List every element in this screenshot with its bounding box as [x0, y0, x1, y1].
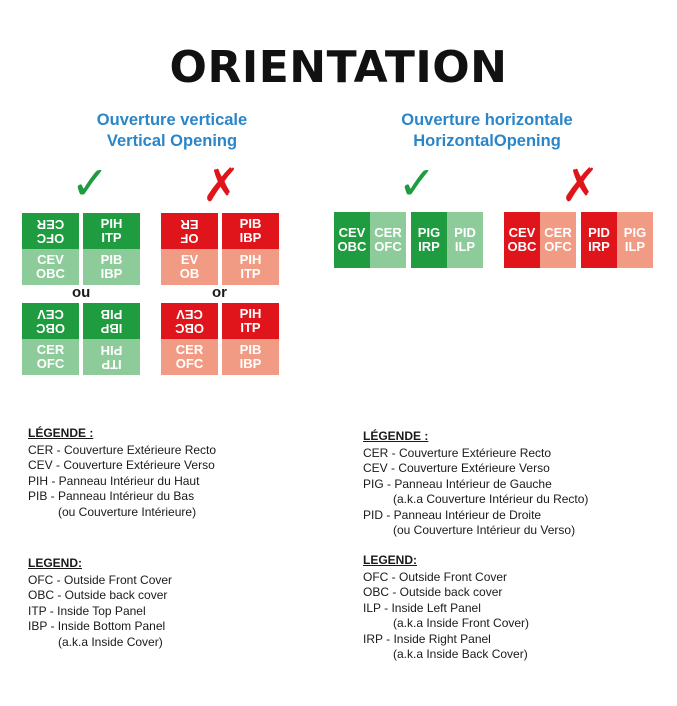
- horizontal-heading-fr: Ouverture horizontale: [401, 111, 573, 129]
- legend-line: OFC - Outside Front Cover: [363, 569, 508, 584]
- h-ok-panel-4: [447, 212, 483, 268]
- v-ok-b-bottom-left-panel: [22, 339, 79, 375]
- panel-code: CER: [175, 342, 204, 357]
- panel-code: PIH: [100, 216, 123, 231]
- legend-line: CER - Couverture Extérieure Recto: [28, 442, 217, 457]
- panel-code: ILP: [624, 239, 646, 254]
- legend-heading: LEGEND:: [363, 553, 417, 567]
- panel-code: CER: [374, 225, 402, 240]
- panel-code: PIG: [623, 225, 647, 240]
- h-no-panel-3: [581, 212, 617, 268]
- panel-code: CEV: [338, 225, 366, 240]
- panel-code: OBC: [175, 321, 204, 336]
- legend-line: (a.k.a Couverture Intérieur du Recto): [393, 492, 589, 506]
- panel-code: CER: [36, 342, 65, 357]
- h-no-panel-2: [540, 212, 576, 268]
- panel-code: ITP: [240, 320, 261, 335]
- legend-right-fr: [363, 429, 588, 539]
- v-no-b-top-right-panel: [222, 303, 279, 339]
- panel-code: ITP: [240, 266, 261, 281]
- panel-code: OFC: [36, 231, 65, 246]
- h-no-panel-4: [617, 212, 653, 268]
- legend-line: (a.k.a Inside Cover): [58, 634, 163, 649]
- v-no-a-top-left-panel: [161, 213, 218, 249]
- panel-code: CEV: [508, 225, 536, 240]
- vertical-heading-fr: Ouverture verticale: [96, 111, 248, 129]
- panel-code: PIH: [239, 306, 262, 321]
- panel-code: OBC: [507, 239, 537, 254]
- panel-code: CER: [544, 225, 572, 240]
- panel-code: PID: [454, 225, 476, 240]
- legend-line: OBC - Outside back cover: [363, 585, 503, 599]
- v-ok-a-top-right-panel: [83, 213, 140, 249]
- v-no-a-top-right-panel: [222, 213, 279, 249]
- h-ok-panel-3: [411, 212, 447, 268]
- panel-code: ITP: [101, 357, 122, 372]
- legend-line: IRP - Inside Right Panel: [363, 631, 491, 646]
- legend-line: (ou Couverture Intérieur du Verso): [393, 523, 576, 537]
- panel-code: OFC: [374, 239, 402, 254]
- panel-code: IBP: [100, 266, 123, 281]
- legend-line: PIH - Panneau Intérieur du Haut: [28, 473, 200, 488]
- v-no-a-bottom-left-panel: [161, 249, 218, 285]
- panel-code: PIG: [417, 225, 441, 240]
- legend-line: (a.k.a Inside Back Cover): [393, 647, 528, 661]
- legend-heading: LÉGENDE :: [28, 426, 94, 440]
- panel-code: IBP: [100, 321, 123, 336]
- panel-code: OFC: [36, 356, 65, 371]
- h-ok-panel-2: [370, 212, 406, 268]
- panel-code: IRP: [588, 239, 610, 254]
- panel-code: OFC: [175, 356, 204, 371]
- v-ok-a-top-left-panel: [22, 213, 79, 249]
- panel-code: OB: [179, 266, 200, 281]
- panel-code: CEV: [176, 307, 203, 322]
- legend-line: PIG - Panneau Intérieur de Gauche: [363, 476, 552, 491]
- separator-ou: ou: [72, 284, 91, 301]
- panel-code: IBP: [239, 230, 262, 245]
- horizontal-opening-heading: [367, 110, 607, 152]
- legend-left-en: [28, 556, 172, 650]
- vertical-correct-check-icon: ✓: [70, 156, 110, 210]
- v-ok-a-bottom-left-panel: [22, 249, 79, 285]
- panel-code: PID: [588, 225, 610, 240]
- horizontal-heading-en: HorizontalOpening: [413, 132, 561, 150]
- panel-code: PIB: [100, 252, 123, 267]
- separator-or: or: [212, 284, 227, 301]
- v-no-a-bottom-right-panel: [222, 249, 279, 285]
- legend-line: OBC - Outside back cover: [28, 588, 168, 602]
- legend-line: (ou Couverture Intérieure): [58, 504, 197, 519]
- v-no-b-bottom-left-panel: [161, 339, 218, 375]
- panel-code: ITP: [101, 230, 122, 245]
- legend-heading: LÉGENDE :: [363, 429, 429, 443]
- panel-code: PIB: [100, 307, 123, 322]
- v-ok-b-top-left-panel: [22, 303, 79, 339]
- vertical-heading-en: Vertical Opening: [106, 132, 238, 150]
- panel-code: OBC: [337, 239, 367, 254]
- panel-code: OF: [180, 231, 199, 246]
- horizontal-wrong-cross-icon: ✗: [560, 158, 600, 212]
- h-ok-panel-1: [334, 212, 370, 268]
- panel-code: CER: [36, 217, 65, 232]
- legend-line: CEV - Couverture Extérieure Verso: [363, 461, 550, 475]
- legend-right-en: [363, 553, 529, 663]
- v-no-b-bottom-right-panel: [222, 339, 279, 375]
- panel-code: ER: [180, 217, 199, 232]
- legend-heading: LEGEND:: [28, 556, 82, 570]
- vertical-wrong-cross-icon: ✗: [201, 158, 241, 212]
- legend-line: IBP - Inside Bottom Panel: [28, 619, 166, 633]
- panel-code: OFC: [544, 239, 572, 254]
- vertical-opening-heading: [52, 110, 292, 152]
- panel-code: CEV: [37, 252, 64, 267]
- v-ok-b-top-right-panel: [83, 303, 140, 339]
- legend-line: CEV - Couverture Extérieure Verso: [28, 458, 215, 472]
- panel-code: CEV: [37, 307, 64, 322]
- legend-left-fr: [28, 426, 216, 520]
- legend-line: (a.k.a Inside Front Cover): [393, 616, 530, 630]
- panel-code: EV: [180, 252, 199, 267]
- panel-code: IBP: [239, 356, 262, 371]
- v-no-b-top-left-panel: [161, 303, 218, 339]
- panel-code: PIH: [239, 252, 262, 267]
- panel-code: PIH: [100, 343, 123, 358]
- panel-code: OBC: [36, 321, 65, 336]
- v-ok-a-bottom-right-panel: [83, 249, 140, 285]
- legend-line: PIB - Panneau Intérieur du Bas: [28, 489, 195, 503]
- panel-code: PIB: [239, 342, 262, 357]
- legend-line: ILP - Inside Left Panel: [363, 600, 481, 615]
- panel-code: PIB: [239, 216, 262, 231]
- panel-code: OBC: [36, 266, 65, 281]
- panel-code: IRP: [418, 239, 440, 254]
- legend-line: OFC - Outside Front Cover: [28, 572, 173, 587]
- legend-line: CER - Couverture Extérieure Recto: [363, 445, 552, 460]
- legend-line: PID - Panneau Intérieur de Droite: [363, 507, 542, 522]
- horizontal-correct-check-icon: ✓: [397, 156, 437, 210]
- panel-code: ILP: [454, 239, 476, 254]
- h-no-panel-1: [504, 212, 540, 268]
- legend-line: ITP - Inside Top Panel: [28, 603, 146, 618]
- v-ok-b-bottom-right-panel: [83, 339, 140, 375]
- page-title: ORIENTATION: [169, 42, 508, 93]
